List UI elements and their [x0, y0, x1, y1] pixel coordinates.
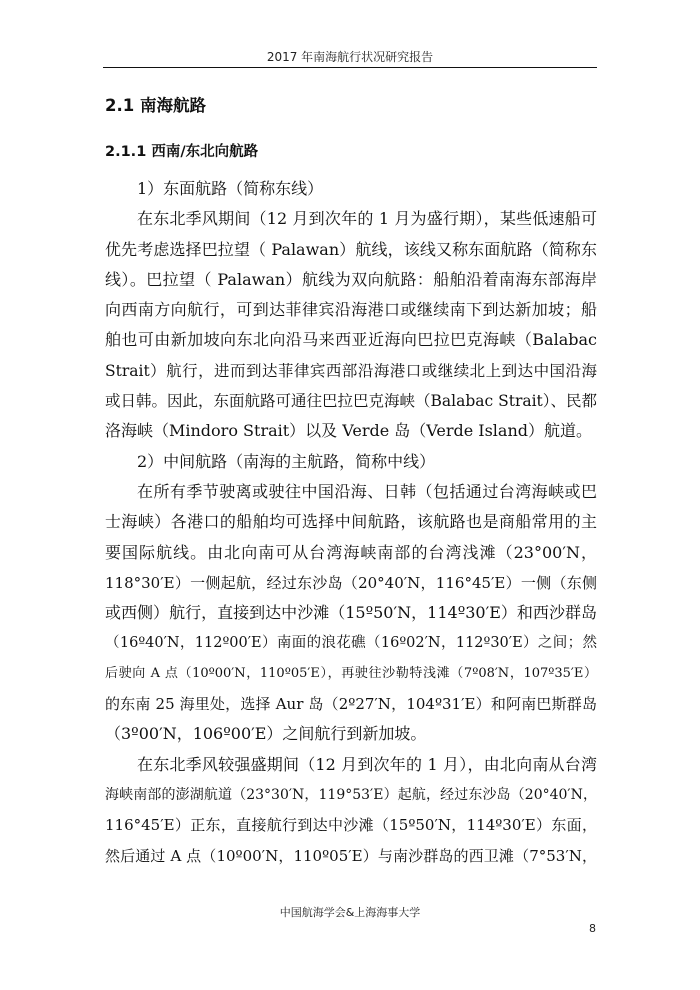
text-line: 1）东面航路（简称东线） [137, 179, 324, 198]
subsection-heading: 2.1.1 西南/东北向航路 [105, 144, 259, 160]
text-line: 洛海峡（Mindoro Strait）以及 Verde 岛（Verde Island）航道。 [105, 421, 592, 441]
text-line: 或日韩。因此，东面航路可通往巴拉巴克海峡（Balabac Strait）、民都 [105, 392, 597, 411]
body-text [105, 174, 597, 871]
text-line: 向西南方向航行，可到达菲律宾沿海港口或继续南下到达新加坡；船 [105, 300, 597, 320]
text-line: 线）。巴拉望（ Palawan）航线为双向航路：船舶沿着南海东部海岸 [105, 269, 597, 289]
text-line: 116°45′E）正东，直接航行到达中沙滩（15º50′N，114º30′E）东面， [105, 816, 597, 835]
header-rule [103, 67, 597, 68]
text-line: 要国际航线。由北向南可从台湾海峡南部的台湾浅滩（23°00′N， [105, 542, 597, 562]
text-line: 优先考虑选择巴拉望（ Palawan）航线，该线又称东面航路（简称东 [105, 239, 597, 259]
text-line: 118°30′E）一侧起航，经过东沙岛（20°40′N，116°45′E）一侧（东侧 [105, 573, 597, 592]
text-line: （3º00′N，106º00′E）之间航行到新加坡。 [105, 724, 427, 744]
text-line: 或西侧）航行，直接到达中沙滩（15º50′N，114º30′E）和西沙群岛 [105, 603, 597, 623]
text-line: （16º40′N，112º00′E）南面的浪花礁（16º02′N，112º30′E）之间；然 [105, 635, 597, 652]
text-line: Strait）航行，进而到达菲律宾西部沿海港口或继续北上到达中国沿海 [105, 361, 597, 380]
text-line: 的东南 25 海里处，选择 Aur 岛（2º27′N，104º31′E）和阿南巴斯群岛 [105, 695, 597, 714]
text-line: 舶也可由新加坡向东北向沿马来西亚近海向巴拉巴克海峡（Balabac [105, 330, 597, 350]
text-line: 在所有季节驶离或驶往中国沿海、日韩（包括通过台湾海峡或巴 [137, 481, 597, 501]
text-line: 海峡南部的澎湖航道（23°30′N，119°53′E）起航，经过东沙岛（20°40′N， [105, 786, 597, 803]
page-number: 8 [589, 922, 596, 935]
text-line: 在东北季风期间（12 月到次年的 1 月为盛行期），某些低速船可 [137, 209, 597, 229]
text-line: 士海峡）各港口的船舶均可选择中间航路，该航路也是商船常用的主 [105, 512, 597, 532]
running-footer: 中国航海学会&上海海事大学 [279, 906, 421, 919]
text-line: 在东北季风较强盛期间（12 月到次年的 1 月），由北向南从台湾 [137, 754, 597, 774]
section-heading: 2.1 南海航路 [105, 96, 206, 115]
running-header: 2017 年南海航行状况研究报告 [266, 50, 434, 64]
text-line: 2）中间航路（南海的主航路，简称中线） [137, 451, 436, 471]
text-line: 然后通过 A 点（10º00′N，110º05′E）与南沙群岛的西卫滩（7°53′N， [105, 846, 597, 865]
text-line: 后驶向 A 点（10º00′N，110º05′E），再驶往沙勒特浅滩（7º08′N，107º35′E） [105, 665, 597, 681]
